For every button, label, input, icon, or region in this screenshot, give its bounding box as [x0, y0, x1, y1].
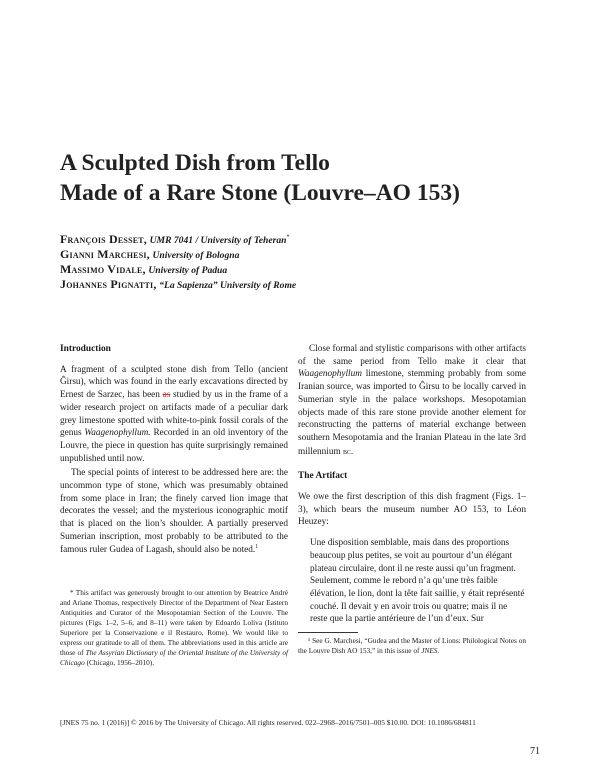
author-line	[60, 262, 227, 278]
heuzey-quote: Une disposition semblable, mais dans des proportions beaucoup plus petites, se voit au pourtour d’un élégant plateau circulaire, dont il ne reste aussi qu’un fragment. Seulement, comme le rebord n’a qu’une très faible élévation, le lion, dont la tête fait saillie, y était représenté couché. Il devait y en avoir trois ou quatre; mais il ne reste que la partie antérieure de l’un d’eux. Sur	[310, 538, 525, 625]
author-affiliation: “La Sapienza” University of Rome	[159, 280, 297, 291]
author-affiliation: University of Bologna	[152, 250, 240, 261]
footnote-left: * This artifact was generously brought to our attention by Beatrice André and Ariane Thomas, respectively Director of the Department of Near Eastern Antiquities and Curator of the Mesopotamian Section of the Louvre. The pictures (Figs. 1–2, 5–6, and 8–11) were taken by Edoardo Loliva (Istituto Superiore per la Conservazione e il Restauro, Rome). We would like to express our gratitude to all of them. The abbreviations used in this article are those of The Assyrian Dictionary of the Oriental Institute of the University of Chicago (Chicago, 1956–2010).	[60, 588, 289, 667]
author-mark: *	[286, 234, 290, 241]
artifact-paragraph: We owe the first description of this dish fragment (Figs. 1–3), which bears the museum number AO 153, to Léon Heuzey:	[298, 492, 526, 528]
left-column	[60, 343, 288, 556]
intro-paragraph-2: The special points of interest to be addressed here are: the uncommon type of stone, which was presumably obtained from some place in Iran; the finely carved lion image that decorates the vessel; and the mysterious iconographic motif that is placed on the lion’s shoulder. A partially preserved Sumerian inscription, most probably to be attributed to the famous ruler Gudea of Lagash, should also be noted.$^1$	[60, 468, 288, 555]
intro-paragraph-1: A fragment of a sculpted stone dish from Tello (ancient Ĝirsu), which was found in the early excavations directed by Ernest de Sarzec, has been as studied by us in the frame of a wider research project on artifacts made of a peculiar dark grey limestone spotted with white-to-pink fossil corals of the genus Waagenophyllum. Recorded in an old inventory of the Louvre, the piece in question has quite surprisingly remained unpublished until now.	[60, 364, 289, 464]
author-name: Gianni Marchesi,	[60, 247, 150, 261]
author-name: François Desset,	[60, 232, 147, 246]
section-heading-introduction: Introduction	[60, 344, 111, 354]
footnote-right: ¹ See G. Marchesi, “Gudea and the Master of Lions: Philological Notes on the Louvre Dish AO 153,” in this issue of JNES.	[298, 636, 526, 655]
title-line-2: Made of a Rare Stone (Louvre–AO 153)	[60, 180, 460, 206]
footnote-rule	[298, 632, 358, 633]
cad-title: The Assyrian Dictionary of the Oriental Institute of the University of Chicago	[60, 648, 289, 667]
right-column	[298, 343, 526, 626]
page-number: 71	[530, 746, 540, 757]
author-name: Johannes Pignatti,	[60, 277, 157, 291]
author-affiliation: UMR 7041 / University of Teheran	[149, 235, 287, 246]
footnote-ref: 1	[255, 543, 259, 550]
right-paragraph-1: Close formal and stylistic comparisons with other artifacts of the same period from Tello make it clear that Waagenophyllum limestone, stemming probably from some Iranian source, was imported to Ĝirsu to be locally carved in Sumerian style in the palace workshops. Mesopotamian objects made of this rare stone provide another element for reconstructing the patterns of material exchange between southern Mesopotamia and the Iranian Plateau in the late 3rd millennium bc.	[298, 344, 527, 457]
author-line	[60, 232, 290, 248]
journal-citation-line: [JNES 75 no. 1 (2016)] © 2016 by The University of Chicago. All rights reserved. 022–2968–2016/7501–005 $10.00. DOI: 10.1086/684811	[60, 718, 476, 727]
title-line-1: A Sculpted Dish from Tello	[60, 150, 330, 176]
article-title	[60, 148, 540, 208]
author-line	[60, 247, 239, 263]
section-heading-artifact: The Artifact	[298, 471, 348, 482]
struck-word: as	[162, 390, 171, 401]
author-line	[60, 277, 296, 293]
author-affiliation: University of Padua	[148, 265, 228, 276]
author-name: Massimo Vidale,	[60, 262, 146, 276]
